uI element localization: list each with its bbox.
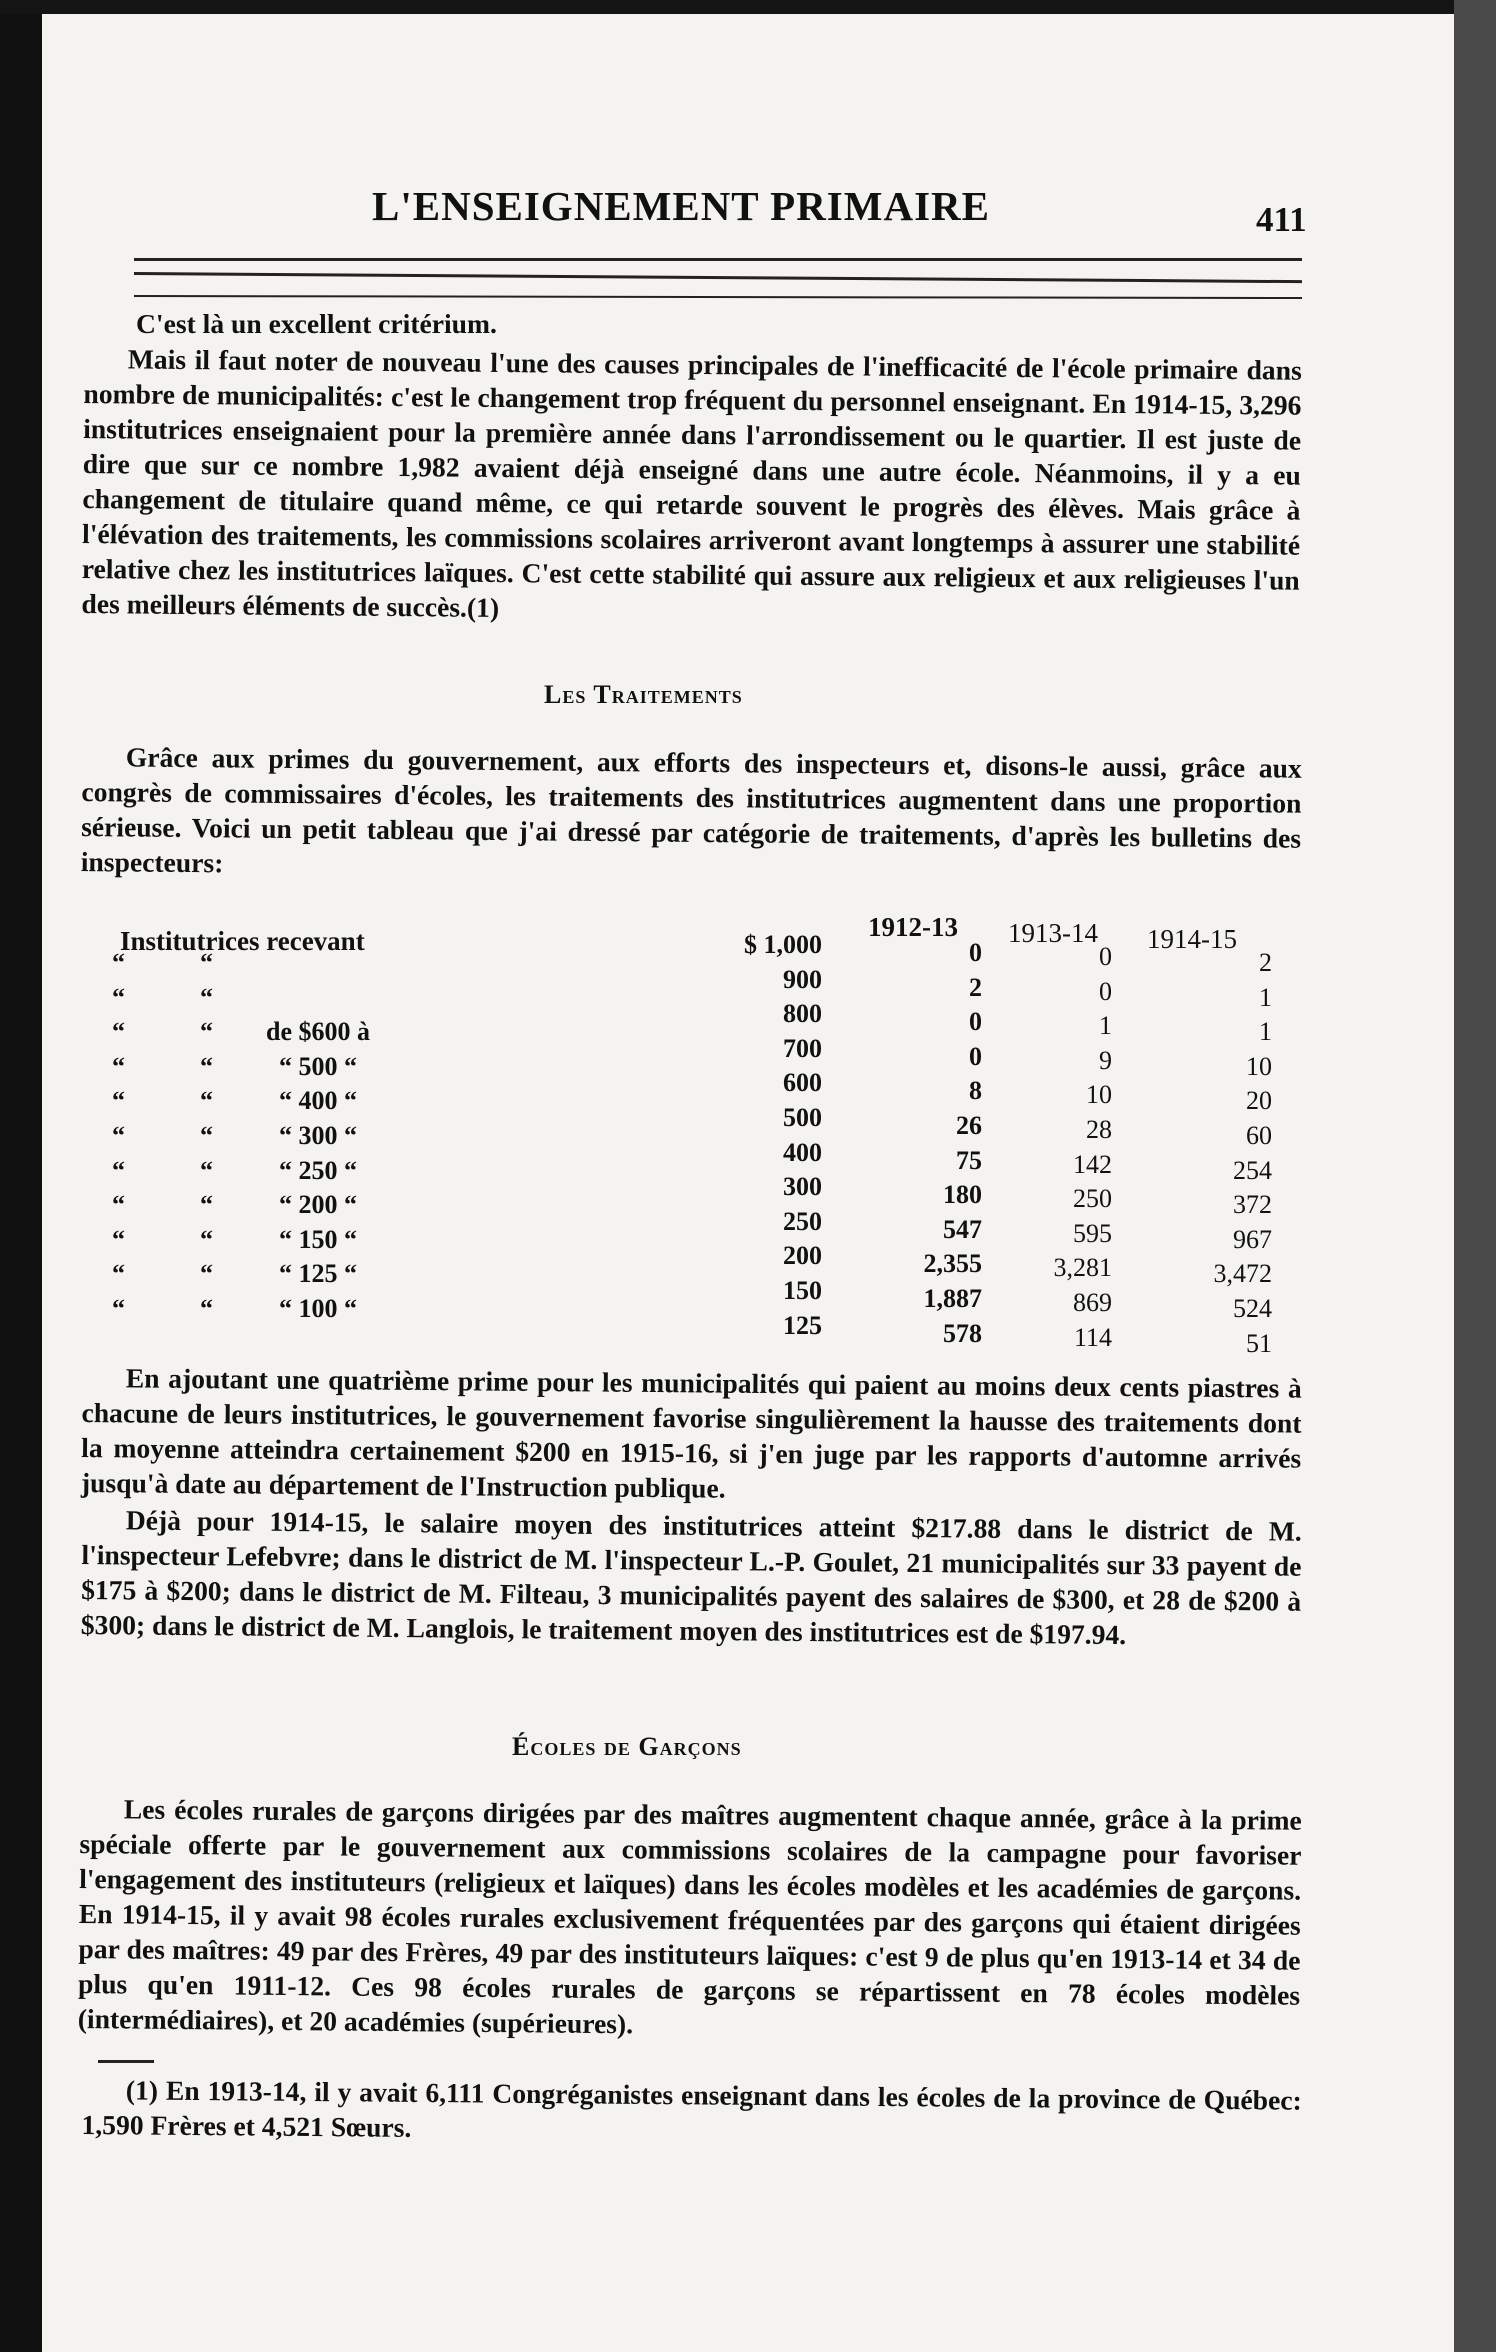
table-cell-y2: 869 bbox=[1073, 1287, 1112, 1317]
table-cell-y1: 0 bbox=[969, 938, 982, 967]
table-cell-y1: 75 bbox=[956, 1145, 982, 1175]
table-cell-amount: $ 1,000 bbox=[744, 930, 822, 959]
table-cell-y1: 2 bbox=[969, 972, 982, 1002]
table-cell-amount: 250 bbox=[783, 1206, 822, 1236]
table-year-column-1912-13 bbox=[882, 936, 982, 1351]
table-cell-q2: “ bbox=[200, 1293, 213, 1323]
table-cell-y3: 967 bbox=[1233, 1224, 1272, 1254]
footnote-rule bbox=[98, 2060, 154, 2063]
scan-left-edge bbox=[0, 0, 42, 2352]
table-cell-y2: 10 bbox=[1086, 1080, 1112, 1110]
section-heading-ecoles: Écoles de Garçons bbox=[512, 1732, 742, 1761]
table-cell-y2: 0 bbox=[1099, 976, 1112, 1006]
table-cell-y1: 26 bbox=[956, 1110, 982, 1140]
running-title: L'ENSEIGNEMENT PRIMAIRE bbox=[372, 183, 990, 229]
table-cell-y3: 10 bbox=[1246, 1051, 1272, 1081]
table-cell-amount: 200 bbox=[783, 1241, 822, 1271]
table-year-column-1913-14 bbox=[1032, 940, 1112, 1355]
book-page bbox=[42, 14, 1454, 2352]
table-cell-amount: 125 bbox=[783, 1310, 822, 1340]
scan-right-edge bbox=[1454, 0, 1496, 2352]
table-cell-q2: “ bbox=[200, 1155, 213, 1185]
table-cell-range: “ 250 “ bbox=[279, 1155, 357, 1185]
table-cell-q1: “ bbox=[112, 1190, 125, 1220]
table-cell-y2: 3,281 bbox=[1053, 1253, 1112, 1283]
table-cell-y3: 60 bbox=[1246, 1120, 1272, 1150]
table-ditto-column bbox=[112, 946, 125, 1327]
paragraph-criterium: C'est là un excellent critérium. bbox=[136, 308, 497, 339]
table-cell-q2: “ bbox=[200, 1017, 213, 1047]
table-cell-range: “ 200 “ bbox=[279, 1190, 357, 1220]
table-cell-range: de $600 à bbox=[266, 1017, 370, 1047]
table-cell-amount: 300 bbox=[783, 1172, 822, 1202]
table-cell-y3: 2 bbox=[1259, 948, 1272, 977]
table-cell-range bbox=[248, 946, 388, 981]
table-cell-q2: “ bbox=[200, 1051, 213, 1081]
table-cell-range: “ 100 “ bbox=[279, 1293, 357, 1323]
page-number: 411 bbox=[1256, 200, 1307, 239]
table-cell-q2: “ bbox=[200, 948, 213, 977]
table-cell-q1: “ bbox=[112, 1051, 125, 1081]
table-cell-q1: “ bbox=[112, 982, 125, 1012]
table-cell-y2: 595 bbox=[1073, 1218, 1112, 1248]
table-cell-y3: 51 bbox=[1246, 1328, 1272, 1358]
table-cell-y2: 9 bbox=[1099, 1045, 1112, 1075]
table-cell-amount: 600 bbox=[783, 1068, 822, 1098]
paragraph-ecoles-garcons: Les écoles rurales de garçons dirigées par des maîtres augmentent chaque année, grâce à la prime spéciale offerte par le gouvernement aux commissions scolaires de la campagne pour favoriser l'engagement des instituteurs (religieux et laïques) dans les écoles modèles et les académies de garçons. En 1914-15, il y avait 98 écoles rurales exclusivement fréquentées par des garçons qui étaient dirigées par des maîtres: 49 par des Frères, 49 par des instituteurs laïques: c'est 9 de plus qu'en 1913-14 et 34 de plus qu'en 1911-12. Ces 98 écoles rurales de garçons se répartissent en 78 écoles modèles (intermédiaires), et 20 académies (supérieures). bbox=[77, 1793, 1302, 2040]
paragraph-salaire-moyen: Déjà pour 1914-15, le salaire moyen des institutrices atteint $217.88 dans le district de M. l'inspecteur Lefebvre; dans le district de M. l'inspecteur L.-P. Goulet, 21 municipalités sur 33 payent de $175 à $200; dans le district de M. Filteau, 3 municipalités payent des salaires de $300, et 28 de $200 à $300; dans le district de M. Langlois, le traitement moyen des institutrices est de $197.94. bbox=[80, 1504, 1302, 1651]
table-cell-y1: 2,355 bbox=[923, 1249, 982, 1279]
table-cell-y1: 1,887 bbox=[923, 1283, 982, 1313]
table-cell-q1: “ bbox=[112, 948, 125, 977]
table-cell-y1: 547 bbox=[943, 1214, 982, 1244]
table-cell-y3: 372 bbox=[1233, 1190, 1272, 1220]
table-cell-q1: “ bbox=[112, 1259, 125, 1289]
table-cell-y2: 250 bbox=[1073, 1184, 1112, 1214]
table-cell-amount: 400 bbox=[783, 1137, 822, 1167]
table-cell-range: “ 150 “ bbox=[279, 1224, 357, 1254]
table-cell-q1: “ bbox=[112, 1120, 125, 1150]
table-cell-y2: 0 bbox=[1099, 942, 1112, 971]
footnote: (1) En 1913-14, il y avait 6,111 Congréganistes enseignant dans les écoles de la province de Québec: 1,590 Frères et 4,521 Sœurs. bbox=[81, 2074, 1302, 2143]
table-cell-y1: 0 bbox=[969, 1041, 982, 1071]
table-year-header: 1912-13 bbox=[868, 912, 958, 942]
table-cell-amount: 700 bbox=[783, 1033, 822, 1063]
table-cell-range: “ 500 “ bbox=[279, 1051, 357, 1081]
table-cell-y3: 1 bbox=[1259, 1017, 1272, 1047]
header-rule bbox=[134, 258, 1302, 261]
table-cell-q2: “ bbox=[200, 1259, 213, 1289]
table-cell-q2: “ bbox=[200, 1086, 213, 1116]
table-cell-y3: 3,472 bbox=[1213, 1259, 1272, 1289]
table-cell-y1: 8 bbox=[969, 1076, 982, 1106]
table-cell-amount: 900 bbox=[783, 964, 822, 994]
table-cell-y2: 1 bbox=[1099, 1011, 1112, 1041]
table-cell-q2: “ bbox=[200, 1190, 213, 1220]
table-cell-y3: 524 bbox=[1233, 1293, 1272, 1323]
section-heading-traitements: Les Traitements bbox=[544, 680, 743, 709]
table-cell-range: “ 125 “ bbox=[279, 1259, 357, 1289]
table-cell-y2: 28 bbox=[1086, 1114, 1112, 1144]
table-cell-q1: “ bbox=[112, 1017, 125, 1047]
table-row-label-header: Institutrices recevant bbox=[120, 926, 365, 956]
header-rule bbox=[134, 272, 1302, 283]
table-cell-y3: 20 bbox=[1246, 1086, 1272, 1116]
table-cell-q2: “ bbox=[200, 1224, 213, 1254]
table-year-header: 1914-15 bbox=[1147, 924, 1237, 954]
paragraph-personnel: Mais il faut noter de nouveau l'une des causes principales de l'inefficacité de l'école primaire dans nombre de municipalités: c'est le changement trop fréquent du personnel enseignant. En 1914-15, 3,296 institutrices enseignaient pour la première année dans l'arrondissement ou le quartier. Il est juste de dire que sur ce nombre 1,982 avaient déjà enseigné dans une autre école. Néanmoins, il y a eu changement de titulaire quand même, ce qui retarde souvent le progrès des élèves. Mais grâce à l'élévation des traitements, les commissions scolaires arriveront avant longtemps à assurer une stabilité relative chez les institutrices laïques. C'est cette stabilité qui assure aux religieux et aux religieuses l'un des meilleurs éléments de succès.(1) bbox=[81, 343, 1302, 623]
scan-top-edge bbox=[0, 0, 1496, 14]
table-cell-range: “ 300 “ bbox=[279, 1120, 357, 1150]
table-year-column-1914-15 bbox=[1172, 946, 1272, 1361]
table-cell-q1: “ bbox=[112, 1086, 125, 1116]
table-year-header: 1913-14 bbox=[1008, 918, 1098, 948]
table-cell-amount: 800 bbox=[783, 999, 822, 1029]
table-cell-y3: 1 bbox=[1259, 982, 1272, 1012]
table-cell-q2: “ bbox=[200, 982, 213, 1012]
table-cell-q1: “ bbox=[112, 1155, 125, 1185]
table-cell-y1: 578 bbox=[943, 1318, 982, 1348]
table-cell-q1: “ bbox=[112, 1293, 125, 1323]
paragraph-quatrieme-prime: En ajoutant une quatrième prime pour les municipalités qui paient au moins deux cents piastres à chacune de leurs institutrices, le gouvernement favorise singulièrement la hausse des traitements dont la moyenne atteindra certainement $200 en 1915-16, si j'en juge par les rapports d'automne arrivés jusqu'à date au département de l'Instruction publique. bbox=[80, 1362, 1302, 1504]
table-cell-y2: 114 bbox=[1073, 1322, 1112, 1352]
table-cell-amount: 150 bbox=[783, 1275, 822, 1305]
table-cell-q1: “ bbox=[112, 1224, 125, 1254]
table-cell-range: “ 400 “ bbox=[279, 1086, 357, 1116]
table-amount-column bbox=[702, 928, 822, 1343]
table-cell-y1: 180 bbox=[943, 1180, 982, 1210]
table-cell-y3: 254 bbox=[1233, 1155, 1272, 1185]
header-rule bbox=[134, 295, 1302, 299]
table-cell-q2: “ bbox=[200, 1120, 213, 1150]
table-cell-range bbox=[248, 981, 388, 1016]
table-ditto-column bbox=[200, 946, 213, 1327]
table-cell-y1: 0 bbox=[969, 1007, 982, 1037]
table-cell-y2: 142 bbox=[1073, 1149, 1112, 1179]
paragraph-primes: Grâce aux primes du gouvernement, aux efforts des inspecteurs et, disons-le aussi, grâce aux congrès de commissaires d'écoles, les traitements des institutrices augmentent dans une proportion sérieuse. Voici un petit tableau que j'ai dressé par catégorie de traitements, d'après les bulletins des inspecteurs: bbox=[80, 741, 1302, 879]
table-range-column bbox=[248, 946, 388, 1327]
table-cell-amount: 500 bbox=[783, 1102, 822, 1132]
